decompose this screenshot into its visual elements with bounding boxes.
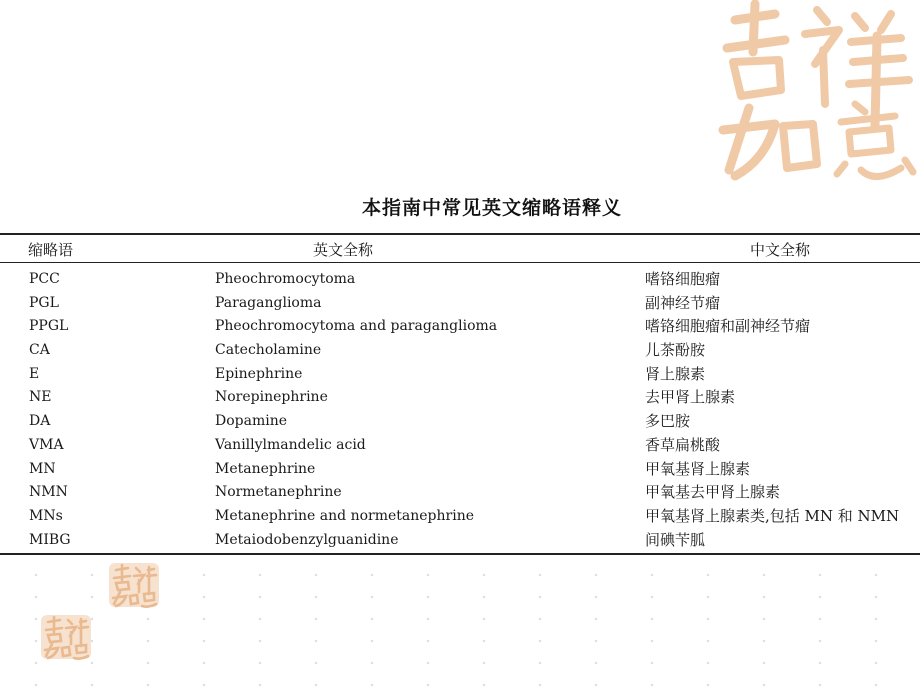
chinese-cell: 多巴胺 [645,412,691,431]
english-cell: Norepinephrine [215,389,328,406]
chinese-cell: 去甲肾上腺素 [645,388,736,407]
abbr-cell: VMA [29,436,64,453]
english-cell: Dopamine [215,413,288,430]
table-row [0,315,920,339]
abbr-cell: CA [29,342,50,359]
abbr-cell: MN [29,460,56,477]
table-row [0,410,920,434]
table-row [0,292,920,316]
table-header-rule [0,262,920,263]
auspicious-seal-small-icon [108,562,160,608]
header-english-name: 英文全称 [313,241,374,259]
english-cell: Paraganglioma [215,294,322,311]
abbr-cell: PCC [29,271,60,287]
chinese-cell: 儿茶酚胺 [645,341,706,360]
table-row [0,268,920,292]
english-cell: Metaiodobenzylguanidine [215,531,399,548]
english-cell: Pheochromocytoma and paraganglioma [215,318,498,335]
english-cell: Metanephrine and normetanephrine [215,507,474,524]
chinese-cell: 肾上腺素 [645,364,706,383]
chinese-cell: 香草扁桃酸 [645,435,721,454]
header-chinese-name: 中文全称 [750,241,811,259]
chinese-cell: 甲氧基肾上腺素类,包括 MN 和 NMN [645,506,900,525]
table-row [0,481,920,505]
abbr-cell: MIBG [29,531,71,548]
abbr-cell: PPGL [29,318,69,335]
auspicious-seal-small-icon-2 [40,614,92,660]
header-abbreviation: 缩略语 [28,241,74,259]
english-cell: Pheochromocytoma [215,271,356,287]
abbr-cell: DA [29,413,51,430]
chinese-cell: 嗜铬细胞瘤和副神经节瘤 [645,317,811,336]
abbreviation-table-body [0,268,920,552]
english-cell: Metanephrine [215,460,316,477]
table-row [0,434,920,458]
table-row [0,363,920,387]
chinese-cell: 副神经节瘤 [645,293,721,312]
chinese-cell: 间碘苄胍 [645,530,706,549]
english-cell: Normetanephrine [215,484,342,501]
abbr-cell: NE [29,389,52,406]
english-cell: Vanillylmandelic acid [215,436,366,453]
chinese-cell: 甲氧基肾上腺素 [645,459,751,478]
abbr-cell: MNs [29,507,63,524]
table-row [0,458,920,482]
abbr-cell: PGL [29,294,59,311]
abbr-cell: NMN [29,484,68,501]
auspicious-seal-icon [705,0,920,185]
table-bottom-rule [0,553,920,555]
abbr-cell: E [29,365,40,382]
table-row [0,529,920,553]
table-top-rule [0,233,920,235]
table-row [0,339,920,363]
table-title: 本指南中常见英文缩略语释义 [361,197,622,219]
english-cell: Epinephrine [215,365,303,382]
table-row [0,386,920,410]
english-cell: Catecholamine [215,342,322,359]
chinese-cell: 嗜铬细胞瘤 [645,270,721,288]
chinese-cell: 甲氧基去甲肾上腺素 [645,483,781,502]
table-row [0,505,920,529]
